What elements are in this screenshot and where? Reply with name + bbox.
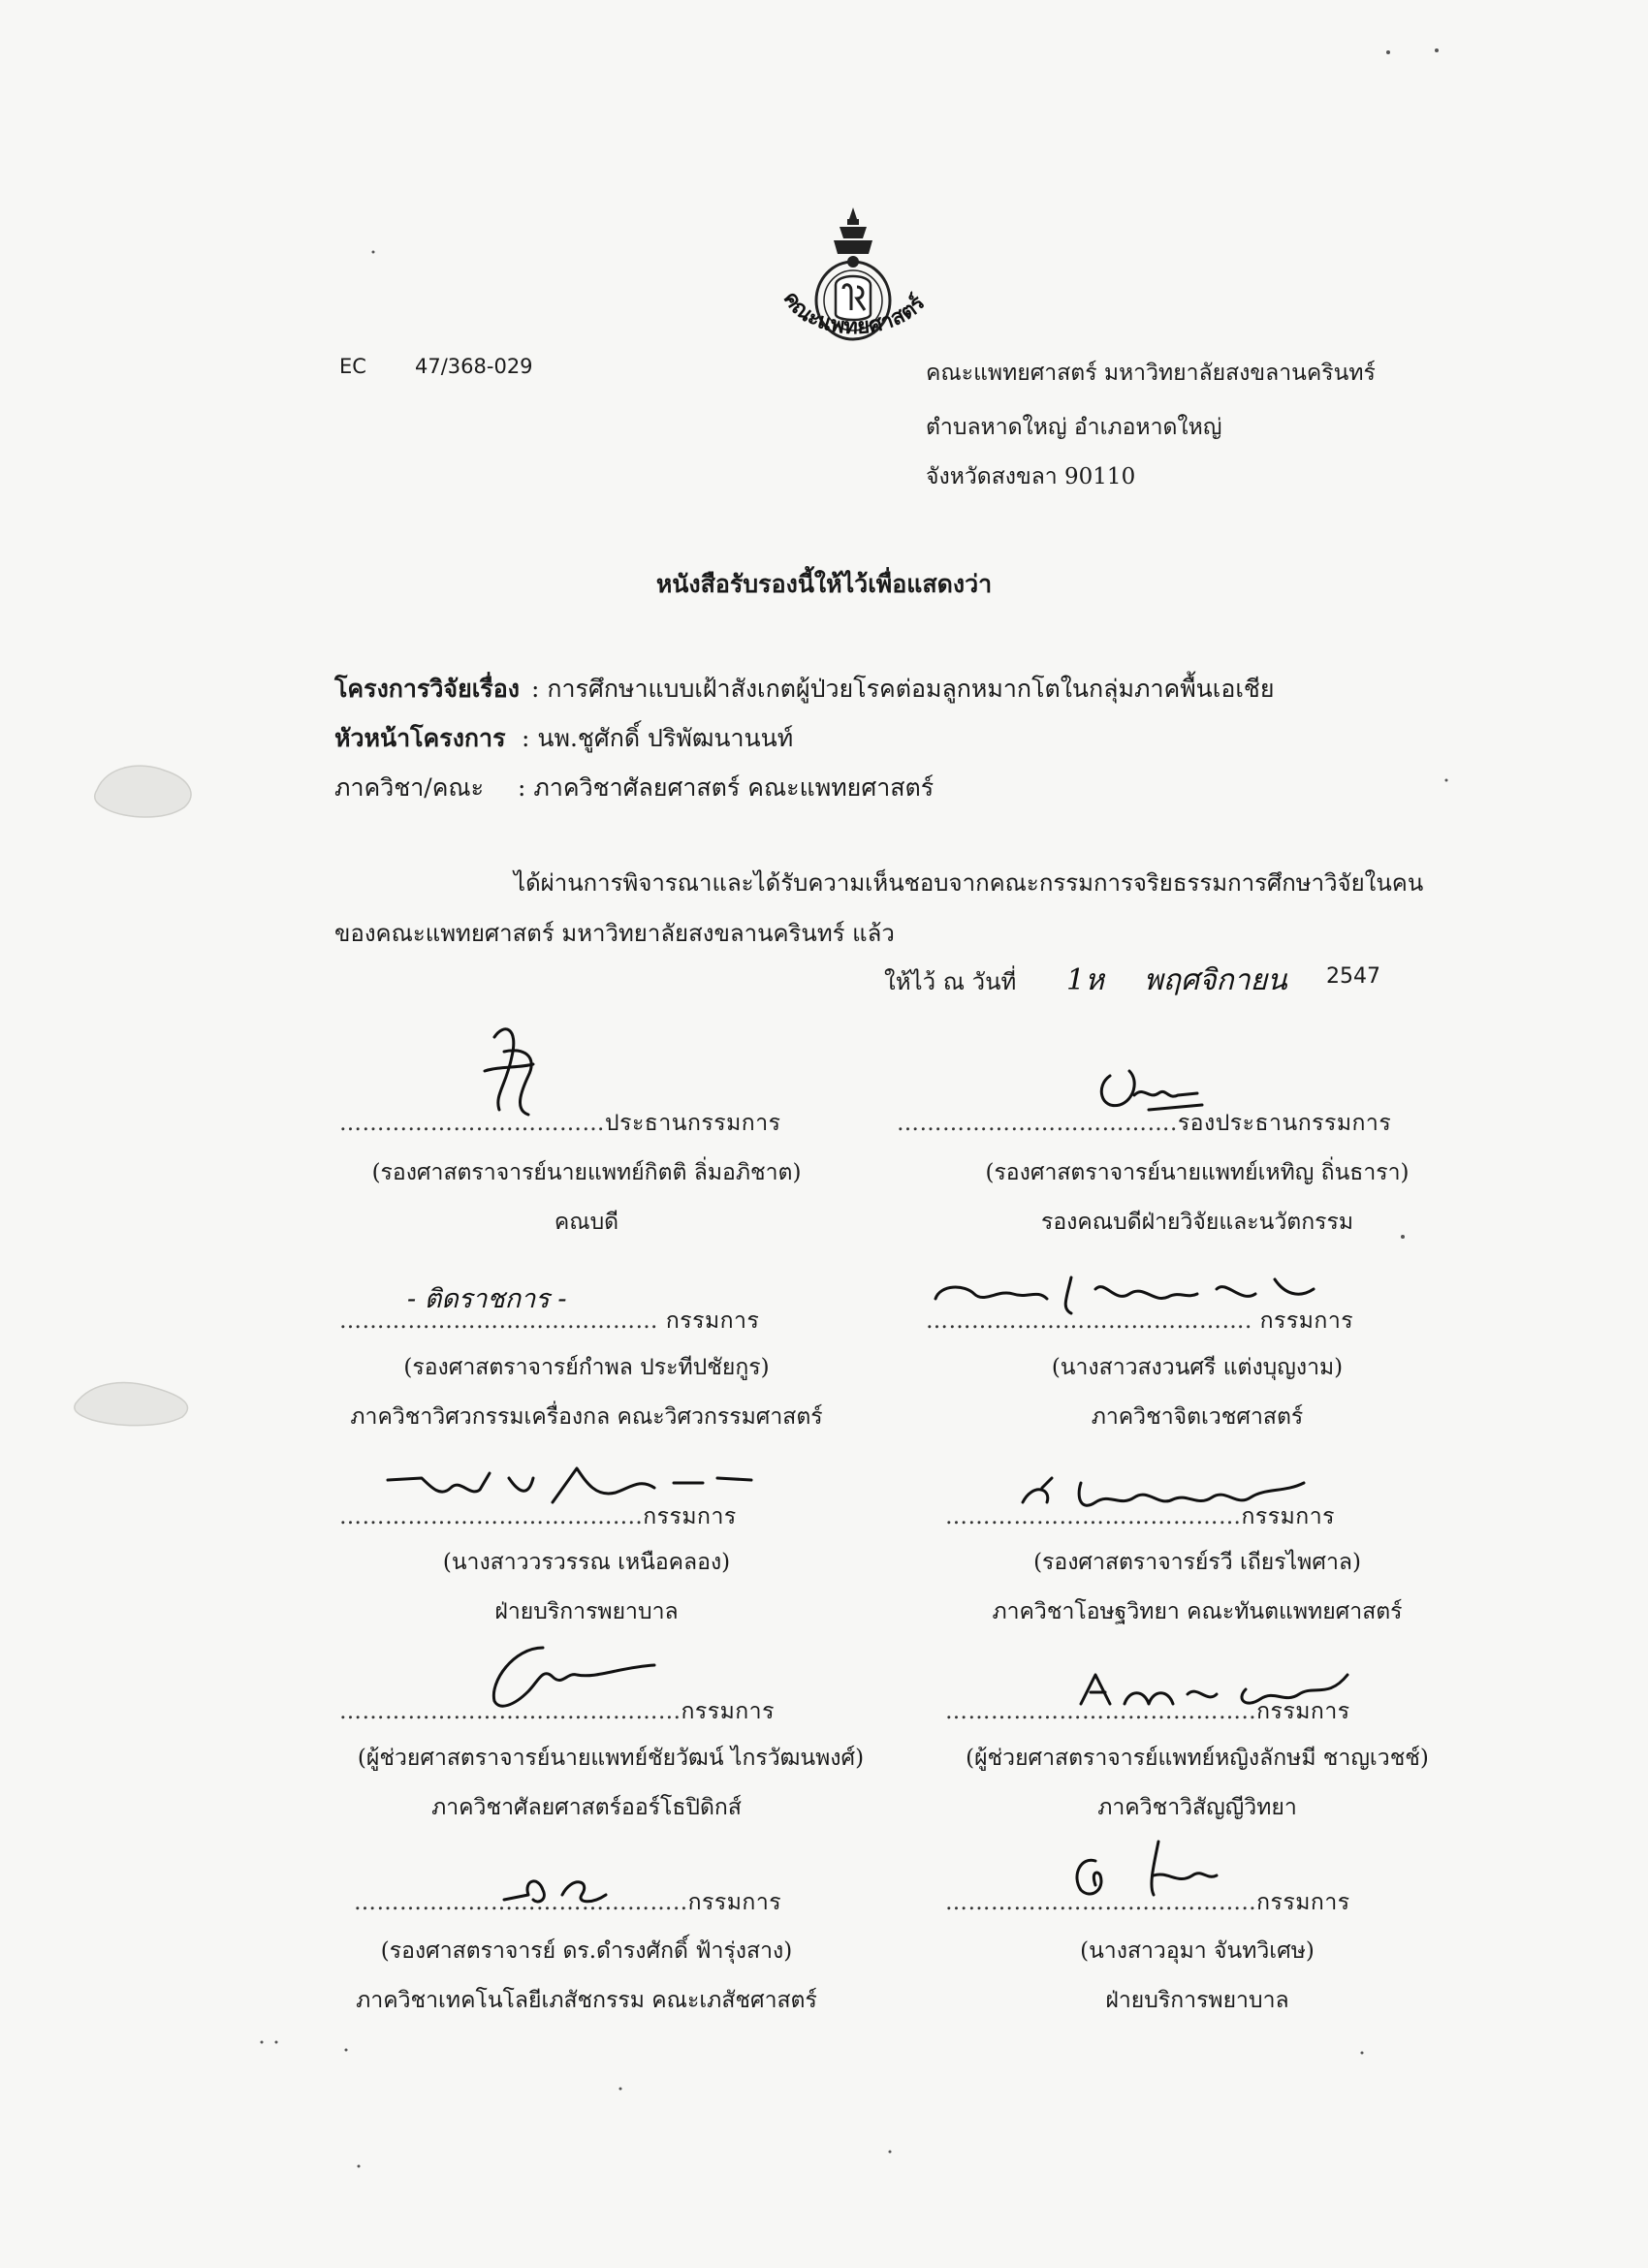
signatory-name: (ผู้ช่วยศาสตราจารย์แพทย์หญิงลักษมี ชาญเวชช์) xyxy=(966,1746,1429,1771)
role-label: กรรมการ xyxy=(665,1308,760,1334)
signatory-name: (รองศาสตราจารย์นายแพทย์เหทิญ ถิ่นธารา) xyxy=(985,1160,1410,1185)
ec-number: 47/368-029 xyxy=(415,355,533,378)
project-value: : การศึกษาแบบเฝ้าสังเกตผู้ป่วยโรคต่อมลูกหมากโตในกลุ่มภาคพื้นเอเชีย xyxy=(531,675,1275,703)
signature-line-member: ……………………………………...กรรมการ xyxy=(339,1699,775,1724)
approval-statement-line1: ได้ผ่านการพิจารณาและได้รับความเห็นชอบจากคณะกรรมการจริยธรรมการศึกษาวิจัยในคน xyxy=(514,869,1424,897)
signatory-title: รองคณบดีฝ่ายวิจัยและนวัตกรรม xyxy=(1040,1210,1354,1235)
role-label: กรรมการ xyxy=(687,1890,782,1915)
signature-line-member: …………………………………… กรรมการ xyxy=(339,1308,760,1334)
signatory-title: ฝ่ายบริการพยาบาล xyxy=(1105,1988,1289,2013)
project-label: โครงการวิจัยเรื่อง xyxy=(334,675,520,703)
project-head-value: : นพ.ชูศักดิ์ ปริพัฒนานนท์ xyxy=(522,724,794,752)
approval-statement-line2: ของคณะแพทยศาสตร์ มหาวิทยาลัยสงขลานครินทร์ แล้ว xyxy=(334,920,895,947)
signatory-name: (ผู้ช่วยศาสตราจารย์นายแพทย์ชัยวัฒน์ ไกรวัฒนพงศ์) xyxy=(357,1746,865,1771)
signatory-title: ภาควิชาจิตเวชศาสตร์ xyxy=(1091,1404,1304,1430)
date-prefix: ให้ไว้ ณ วันที่ xyxy=(884,968,1017,995)
document-heading: หนังสือรับรองนี้ให้ไว้เพื่อแสดงว่า xyxy=(655,570,993,598)
signatory-title: ภาควิชาโอษฐวิทยา คณะทันตแพทยศาสตร์ xyxy=(992,1599,1403,1624)
signatory-name: (รองศาสตราจารย์นายแพทย์กิตติ ลิ่มอภิชาต) xyxy=(371,1160,802,1185)
address-line: ตำบลหาดใหญ่ อำเภอหาดใหญ่ xyxy=(926,415,1222,440)
department-value: : ภาควิชาศัลยศาสตร์ คณะแพทยศาสตร์ xyxy=(518,773,935,802)
signature-line-member: …………………………………..กรรมการ xyxy=(945,1699,1350,1724)
date-month-handwritten: พฤศจิกายน xyxy=(1144,963,1287,997)
signatory-name: (นางสาวสงวนศรี แต่งบุญงาม) xyxy=(1051,1355,1344,1380)
role-label: กรรมการ xyxy=(1259,1308,1354,1334)
signatory-title: ภาควิชาศัลยศาสตร์ออร์โธปิดิกส์ xyxy=(431,1795,742,1820)
signatory-name: (รองศาสตราจารย์กำพล ประทีปชัยกูร) xyxy=(403,1355,770,1380)
ec-prefix: EC xyxy=(339,355,366,378)
seal-arc-text: คณะแพทยศาสตร์ xyxy=(777,287,931,340)
signature-line-member: ………………………………....กรรมการ xyxy=(339,1504,737,1529)
address-line: คณะแพทยศาสตร์ มหาวิทยาลัยสงขลานครินทร์ xyxy=(926,361,1376,386)
signatory-name: (นางสาววรวรรณ เหนือคลอง) xyxy=(442,1550,731,1575)
address-line: จังหวัดสงขลา 90110 xyxy=(926,464,1136,489)
project-head-label: หัวหน้าโครงการ xyxy=(334,724,506,752)
signature-line-member: …………………………………กรรมการ xyxy=(945,1504,1335,1529)
role-label: กรรมการ xyxy=(1241,1504,1335,1529)
signature-line-member: …………………………………..กรรมการ xyxy=(945,1890,1350,1915)
signatory-name: (รองศาสตราจารย์ ดร.ดำรงศักดิ์ ฟ้ารุ่งสาง) xyxy=(380,1938,793,1964)
role-label: กรรมการ xyxy=(643,1504,737,1529)
signature-line-member: ……………………………………..กรรมการ xyxy=(354,1890,782,1915)
role-label: ประธานกรรมการ xyxy=(605,1111,781,1136)
signatory-title: ภาควิชาวิศวกรรมเครื่องกล คณะวิศวกรรมศาสตร์ xyxy=(350,1404,823,1430)
date-day-handwritten: 1ห xyxy=(1066,963,1104,997)
signatory-title: ภาควิชาวิสัญญีวิทยา xyxy=(1097,1795,1297,1820)
department-label: ภาควิชา/คณะ xyxy=(334,773,485,802)
role-label: กรรมการ xyxy=(681,1699,775,1724)
signatory-title: ภาควิชาเทคโนโลยีเภสัชกรรม คณะเภสัชศาสตร์ xyxy=(356,1988,817,2013)
handwritten-note: - ติดราชการ - xyxy=(407,1284,567,1314)
signatory-title: ฝ่ายบริการพยาบาล xyxy=(494,1599,679,1624)
role-label: กรรมการ xyxy=(1256,1890,1350,1915)
signature-line-chair: ……...……….....…………ประธานกรรมการ xyxy=(339,1111,781,1136)
role-label: รองประธานกรรมการ xyxy=(1177,1111,1392,1136)
signatory-name: (นางสาวอุมา จันทวิเศษ) xyxy=(1080,1938,1315,1964)
signature-line-member: ……………………………………. กรรมการ xyxy=(926,1308,1354,1334)
signatory-name: (รองศาสตราจารย์รวี เถียรไพศาล) xyxy=(1033,1550,1361,1575)
role-label: กรรมการ xyxy=(1256,1699,1350,1724)
signatory-title: คณบดี xyxy=(554,1210,619,1235)
date-year: 2547 xyxy=(1326,964,1380,989)
signature-line-vice-chair: ……………………………….รองประธานกรรมการ xyxy=(897,1111,1392,1136)
